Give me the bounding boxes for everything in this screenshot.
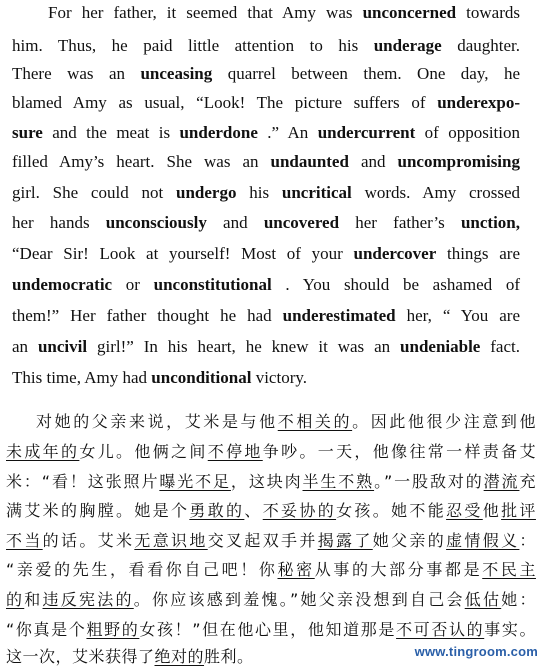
chinese-line [6,560,536,580]
vocab-word: uncovered [263,213,340,232]
translated-vocab: 不停地 [207,442,263,461]
text-run: filled Amy’s heart. She was an [12,152,271,171]
translated-vocab: 未成年的 [6,442,80,461]
vocab-word: undaunted [270,152,349,171]
text-run: his [236,183,282,202]
vocab-word: uncompromising [397,152,520,171]
translated-vocab: 无意识地 [134,531,208,550]
chinese-line [36,412,536,432]
vocab-word: undercurrent [317,123,416,142]
chinese-line [6,531,536,551]
vocab-word: undemocratic [12,275,113,294]
vocab-word: uncritical [281,183,352,202]
english-line [12,244,520,264]
vocab-word: underexpo- [437,93,520,112]
text-run: “Dear Sir! Look at yourself! Most of your [12,244,354,263]
text-run: 交叉起双手并 [207,531,318,550]
vocab-word: underdone [179,123,258,142]
text-run: quarrel between them. One day, he [212,64,520,83]
translated-vocab: 批评 [501,501,536,520]
vocab-word: undergo [176,183,237,202]
translated-vocab: 不妥协的 [262,501,337,520]
text-run: 的话。艾米 [42,531,135,550]
text-run: For her father, it seemed that Amy was [48,3,363,22]
text-run: and [206,213,264,232]
vocab-word: unconstitutional [153,275,272,294]
vocab-word: unconsciously [105,213,207,232]
text-run: 她： [501,590,536,609]
text-run: 他 [482,501,502,520]
watermark-logo [415,644,538,659]
text-run: words. Amy crossed [351,183,520,202]
text-run: ： [519,531,536,550]
text-run: 从事的大部分事都是 [314,560,483,579]
english-line [12,123,520,143]
english-line [12,368,520,388]
english-line [12,64,520,84]
text-run: 胜利。 [204,647,254,666]
text-run: 女孩。她不能 [336,501,447,520]
text-run: 满艾米的胸膛。她是个 [6,501,190,520]
text-run: 。你应该感到羞愧。”她父亲没想到自己会 [133,590,465,609]
english-line [48,3,520,23]
chinese-line [6,472,536,492]
text-run: 。”一股敌对的 [374,472,484,491]
english-line [12,93,520,113]
text-run: 她父亲的 [372,531,447,550]
text-run: daughter. [441,36,520,55]
translated-vocab: 不当 [6,531,43,550]
translated-vocab: 不民主 [482,560,536,579]
text-run: 对她的父亲来说，艾米是与他 [36,412,278,431]
chinese-line [6,442,536,462]
text-run: 。因此他很少注意到他 [352,412,536,431]
translated-vocab: 勇敢的 [189,501,245,520]
text-run: 女孩！”但在他心里，他知道那是 [139,620,397,639]
text-run: him. Thus, he paid little attention to his [12,36,374,55]
translated-vocab: 忍受 [446,501,483,520]
text-run: 和 [24,590,43,609]
translated-vocab: 揭露了 [317,531,373,550]
translated-vocab: 绝对的 [154,647,205,666]
translated-vocab: 的 [6,590,25,609]
english-line [12,213,520,233]
english-line [12,306,520,326]
english-line [12,36,520,56]
text-run: “亲爱的先生，看看你自己吧！你 [6,560,278,579]
text-run: 女儿。他俩之间 [79,442,208,461]
text-run: . You should be ashamed of [271,275,520,294]
text-run: things are [436,244,520,263]
text-run: and [348,152,398,171]
english-line [12,183,520,203]
vocab-word: undercover [353,244,437,263]
english-line [12,275,520,295]
text-run: of opposition [415,123,520,142]
text-run: This time, Amy had [12,368,152,387]
vocab-word: uncivil [37,337,88,356]
text-run: 这一次，艾米获得了 [6,647,155,666]
vocab-word: sure [12,123,43,142]
vocab-word: unceasing [140,64,213,83]
english-line [12,337,520,357]
text-run: ，这块肉 [230,472,303,491]
translated-vocab: 低估 [464,590,502,609]
text-run: an [12,337,38,356]
translated-vocab: 违反宪法的 [42,590,134,609]
english-line [12,152,520,172]
text-run: “你真是个 [6,620,87,639]
vocab-word: unction, [460,213,521,232]
text-run: 争吵。一天，他像往常一样责备艾 [262,442,536,461]
text-run: .” An [257,123,318,142]
text-run: 充 [519,472,536,491]
text-run: them!” Her father thought he had [12,306,283,325]
vocab-word: underestimated [282,306,396,325]
translated-vocab: 不可否认的 [396,620,485,639]
translated-vocab: 不相关的 [277,412,353,431]
chinese-line [6,620,536,640]
text-run: victory. [251,368,308,387]
translated-vocab: 粗野的 [86,620,140,639]
vocab-word: undeniable [400,337,481,356]
text-run: girl. She could not [12,183,176,202]
translated-vocab: 半生不熟 [302,472,375,491]
translated-vocab: 潜流 [483,472,520,491]
chinese-line [6,590,536,610]
translated-vocab: 秘密 [277,560,315,579]
vocab-word: unconcerned [362,3,457,22]
text-run: her father’s [339,213,461,232]
chinese-line [6,501,536,521]
translated-vocab: 虚情假义 [446,531,520,550]
text-run: or [112,275,154,294]
vocab-word: unconditional [151,368,252,387]
text-run: and the meat is [42,123,180,142]
text-run: 、 [244,501,263,520]
text-run: her hands [12,213,106,232]
text-run: her, “ You are [395,306,520,325]
text-run: 事实。 [484,620,536,639]
vocab-word: underage [373,36,442,55]
text-run: 米：“看！这张照片 [6,472,160,491]
text-run: There was an [12,64,141,83]
watermark-text: www.tingroom.com [414,644,538,659]
translated-vocab: 曝光不足 [159,472,231,491]
text-run: girl!” In his heart, he knew it was an [87,337,401,356]
text-run: blamed Amy as usual, “Look! The picture suffers of [12,93,438,112]
text-run: towards [456,3,520,22]
text-run: fact. [480,337,520,356]
